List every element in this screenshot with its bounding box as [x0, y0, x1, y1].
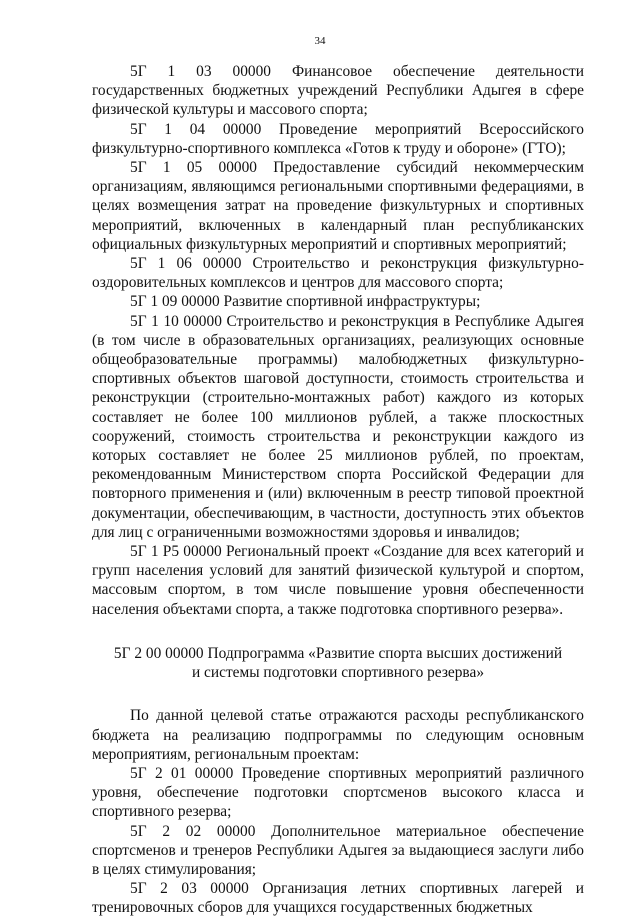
page-number: 34 [314, 35, 326, 47]
intro-paragraph: По данной целевой статье отражаются расходы республиканского бюджета на реализацию подпрограммы по следующим основным мероприятиям, региональным проектам: [92, 707, 584, 763]
paragraph-5g-1-03: 5Г 1 03 00000 Финансовое обеспечение деятельности государственных бюджетных учреждений Республики Адыгея в сфере физической культуры и массового спорта; [92, 63, 584, 119]
paragraph-5g-2-02: 5Г 2 02 00000 Дополнительное материальное обеспечение спортсменов и тренеров Республики Адыгея за выдающиеся заслуги либо в целях стимулирования; [92, 822, 584, 878]
paragraph-5g-1-p5: 5Г 1 P5 00000 Региональный проект «Создание для всех категорий и групп населения условий для занятий физической культурой и спортом, массовым спортом, в том числе повышение уровня обеспеченности населения объектами спорта, а также подготовка спортивного резерва». [92, 543, 584, 618]
section-heading-line-1: 5Г 2 00 00000 Подпрограмма «Развитие спорта высших достижений [113, 644, 563, 662]
section-heading [92, 644, 584, 682]
paragraph-5g-2-01: 5Г 2 01 00000 Проведение спортивных мероприятий различного уровня, обеспечение подготовки спортсменов высокого класса и спортивного резерва; [92, 764, 584, 821]
document-body [92, 62, 584, 918]
section-heading-line-2: и системы подготовки спортивного резерва» [191, 664, 485, 682]
paragraph-5g-1-04: 5Г 1 04 00000 Проведение мероприятий Всероссийского физкультурно-спортивного комплекса «Готов к труду и обороне» (ГТО); [92, 120, 584, 157]
paragraph-5g-1-09: 5Г 1 09 00000 Развитие спортивной инфраструктуры; [130, 293, 481, 311]
paragraph-5g-2-03: 5Г 2 03 00000 Организация летних спортивных лагерей и тренировочных сборов для учащихся государственных бюджетных [92, 880, 584, 917]
paragraph-5g-1-05: 5Г 1 05 00000 Предоставление субсидий некоммерческим организациям, являющимся региональными спортивными федерациями, в целях возмещения затрат на проведение физкультурных и спортивных мероприятий, включенных в календарный план республиканских официальных физкультурных мероприятий и спортивных мероприятий; [92, 159, 584, 253]
paragraph-5g-1-06: 5Г 1 06 00000 Строительство и реконструкция физкультурно-оздоровительных комплексов и центров для массового спорта; [92, 255, 584, 292]
paragraph-5g-1-10: 5Г 1 10 00000 Строительство и реконструкция в Республике Адыгея (в том числе в образовательных организациях, реализующих основные общеобразовательные программы) малобюджетных физкультурно-спортивных объектов шаговой доступности, стоимость строительства и реконструкции (строительно-монтажных работ) каждого из которых составляет не более 100 миллионов рублей, а также плоскостных сооружений, стоимость строительства и реконструкции каждого из которых составляет не более 25 миллионов рублей, по проектам, рекомендованным Министерством спорта Российской Федерации для повторного применения и (или) включенным в реестр типовой проектной документации, обеспечивающим, в частности, доступность этих объектов для лиц с ограниченными возможностями здоровья и инвалидов; [92, 312, 584, 541]
